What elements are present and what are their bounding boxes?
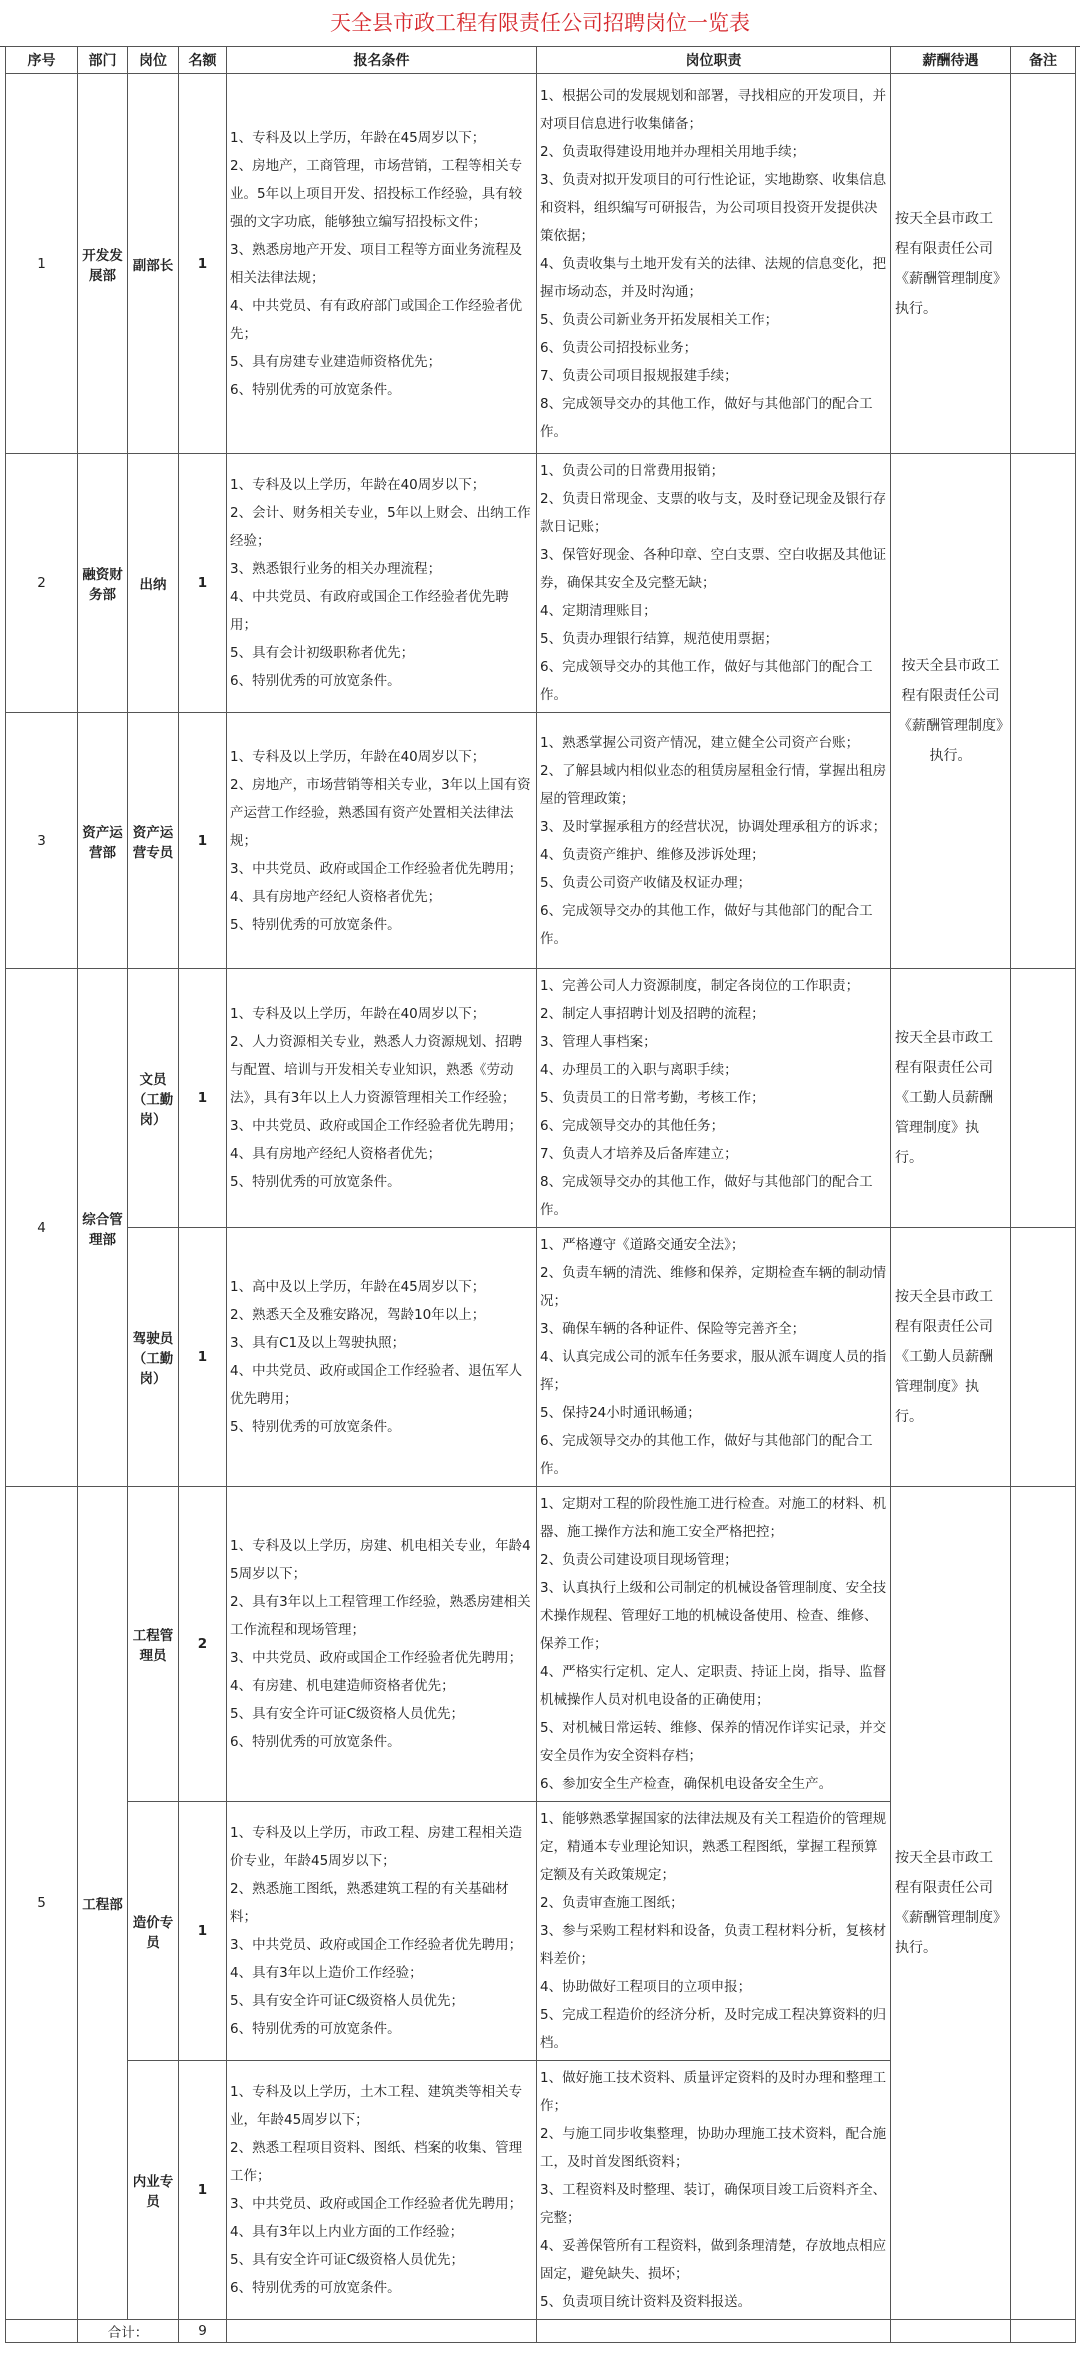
pay-cell: 按天全县市政工程有限责任公司《工勤人员薪酬管理制度》执行。 bbox=[891, 1228, 1011, 1487]
post-cell: 副部长 bbox=[128, 74, 179, 454]
duty-line: 5、负责办理银行结算，规范使用票据； bbox=[540, 631, 779, 647]
pay-cell: 按天全县市政工程有限责任公司《薪酬管理制度》执行。 bbox=[891, 1487, 1011, 2320]
duty-line: 1、做好施工技术资料、质量评定资料的及时办理和整理工作； bbox=[540, 2070, 887, 2114]
requirement-line: 5、特别优秀的可放宽条件。 bbox=[230, 1174, 401, 1190]
requirement-line: 5、具有安全许可证C级资格人员优先； bbox=[230, 2252, 465, 2268]
table-row bbox=[6, 454, 1076, 713]
requirement-line: 3、中共党员、政府或国企工作经验者优先聘用； bbox=[230, 860, 523, 877]
seq-cell: 5 bbox=[6, 1487, 78, 2320]
requirement-line: 6、特别优秀的可放宽条件。 bbox=[230, 1734, 401, 1750]
post-cell: 工程管理员 bbox=[128, 1487, 179, 1802]
duty-line: 1、定期对工程的阶段性施工进行检查。对施工的材料、机器、施工操作方法和施工安全严格把控； bbox=[540, 1496, 887, 1540]
requirement-line: 4、中共党员、有有政府部门或国企工作经验者优先； bbox=[230, 297, 523, 342]
post-cell: 文员（工勤岗） bbox=[128, 969, 179, 1228]
requirement-line: 2、房地产，工商管理，市场营销，工程等相关专业。5年以上项目开发、招投标工作经验，具有较强的文字功底，能够独立编写招投标文件； bbox=[230, 157, 523, 230]
duty-line: 6、完成领导交办的其他任务； bbox=[540, 1118, 725, 1134]
requirement-line: 1、专科及以上学历，土木工程、建筑类等相关专业，年龄45周岁以下； bbox=[230, 2084, 523, 2128]
quota-cell: 1 bbox=[179, 1228, 227, 1487]
note-cell bbox=[1011, 969, 1076, 1228]
post-cell: 出纳 bbox=[128, 454, 179, 713]
dept-cell: 综合管理部 bbox=[78, 969, 128, 1487]
duty-line: 1、能够熟悉掌握国家的法律法规及有关工程造价的管理规定，精通本专业理论知识，熟悉工程图纸，掌握工程预算定额及有关政策规定； bbox=[540, 1811, 887, 1883]
requirements-cell bbox=[227, 713, 537, 969]
duty-line: 2、了解县域内相似业态的租赁房屋租金行情，掌握出租房屋的管理政策； bbox=[540, 762, 887, 807]
seq-cell: 1 bbox=[6, 74, 78, 454]
requirement-line: 1、高中及以上学历，年龄在45周岁以下； bbox=[230, 1279, 486, 1295]
header-requirements: 报名条件 bbox=[227, 47, 537, 74]
requirement-line: 3、具有C1及以上驾驶执照； bbox=[230, 1335, 406, 1351]
pay-cell: 按天全县市政工程有限责任公司《工勤人员薪酬管理制度》执行。 bbox=[891, 969, 1011, 1228]
duties-cell bbox=[537, 713, 891, 969]
requirement-line: 3、中共党员、政府或国企工作经验者优先聘用； bbox=[230, 1650, 523, 1666]
duty-line: 3、认真执行上级和公司制定的机械设备管理制度、安全技术操作规程、管理好工地的机械设备使用、检查、维修、保养工作； bbox=[540, 1580, 887, 1652]
post-cell: 造价专员 bbox=[128, 1802, 179, 2061]
requirement-line: 5、特别优秀的可放宽条件。 bbox=[230, 916, 401, 933]
duty-line: 6、参加安全生产检查，确保机电设备安全生产。 bbox=[540, 1776, 833, 1792]
requirement-line: 4、具有3年以上造价工作经验； bbox=[230, 1965, 423, 1981]
duty-line: 2、与施工同步收集整理，协助办理施工技术资料，配合施工，及时首发图纸资料； bbox=[540, 2126, 887, 2170]
dept-cell: 融资财务部 bbox=[78, 454, 128, 713]
duties-cell bbox=[537, 2061, 891, 2320]
duty-line: 8、完成领导交办的其他工作，做好与其他部门的配合工作。 bbox=[540, 395, 873, 440]
duty-line: 2、负责取得建设用地并办理相关用地手续； bbox=[540, 143, 806, 160]
pay-cell: 按天全县市政工程有限责任公司《薪酬管理制度》执行。 bbox=[891, 454, 1011, 969]
duty-line: 5、完成工程造价的经济分析，及时完成工程决算资料的归档。 bbox=[540, 2007, 887, 2051]
duty-line: 3、负责对拟开发项目的可行性论证，实地勘察、收集信息和资料，组织编写可研报告，为公司项目投资开发提供决策依据； bbox=[540, 171, 887, 244]
duty-line: 4、严格实行定机、定人、定职责、持证上岗，指导、监督机械操作人员对机电设备的正确使用； bbox=[540, 1664, 887, 1708]
duties-cell bbox=[537, 1487, 891, 1802]
requirement-line: 6、特别优秀的可放宽条件。 bbox=[230, 2021, 401, 2037]
page-title: 天全县市政工程有限责任公司招聘岗位一览表 bbox=[0, 0, 1080, 47]
seq-cell: 3 bbox=[6, 713, 78, 969]
duty-line: 4、定期清理账目； bbox=[540, 603, 657, 619]
requirement-line: 2、人力资源相关专业，熟悉人力资源规划、招聘与配置、培训与开发相关专业知识，熟悉《劳动法》，具有3年以上人力资源管理相关工作经验； bbox=[230, 1034, 523, 1106]
requirement-line: 3、中共党员、政府或国企工作经验者优先聘用； bbox=[230, 2196, 523, 2212]
requirement-line: 6、特别优秀的可放宽条件。 bbox=[230, 673, 401, 689]
requirement-line: 5、具有安全许可证C级资格人员优先； bbox=[230, 1993, 465, 2009]
duty-line: 5、对机械日常运转、维修、保养的情况作详实记录，并交安全员作为安全资料存档； bbox=[540, 1720, 887, 1764]
duties-cell bbox=[537, 1228, 891, 1487]
requirement-line: 5、具有房建专业建造师资格优先； bbox=[230, 353, 442, 370]
requirement-line: 3、中共党员、政府或国企工作经验者优先聘用； bbox=[230, 1118, 523, 1134]
header-quota: 名额 bbox=[179, 47, 227, 74]
requirement-line: 5、特别优秀的可放宽条件。 bbox=[230, 1419, 401, 1435]
header-pay: 薪酬待遇 bbox=[891, 47, 1011, 74]
header-dept: 部门 bbox=[78, 47, 128, 74]
note-cell bbox=[1011, 454, 1076, 969]
total-empty bbox=[1011, 2320, 1076, 2343]
total-empty bbox=[891, 2320, 1011, 2343]
dept-cell: 开发发展部 bbox=[78, 74, 128, 454]
header-duties: 岗位职责 bbox=[537, 47, 891, 74]
duty-line: 2、负责车辆的清洗、维修和保养，定期检查车辆的制动情况； bbox=[540, 1265, 887, 1309]
header-seq: 序号 bbox=[6, 47, 78, 74]
duties-cell bbox=[537, 454, 891, 713]
total-empty bbox=[537, 2320, 891, 2343]
dept-cell: 资产运营部 bbox=[78, 713, 128, 969]
duty-line: 4、认真完成公司的派车任务要求，服从派车调度人员的指挥； bbox=[540, 1349, 887, 1393]
duties-cell bbox=[537, 1802, 891, 2061]
duties-cell bbox=[537, 74, 891, 454]
note-cell bbox=[1011, 74, 1076, 454]
duty-line: 3、确保车辆的各种证件、保险等完善齐全； bbox=[540, 1321, 806, 1337]
duty-line: 1、熟悉掌握公司资产情况，建立健全公司资产台账； bbox=[540, 734, 860, 751]
duty-line: 6、负责公司招投标业务； bbox=[540, 339, 698, 356]
requirement-line: 1、专科及以上学历，年龄在40周岁以下； bbox=[230, 477, 486, 493]
post-cell: 驾驶员（工勤岗） bbox=[128, 1228, 179, 1487]
quota-cell: 2 bbox=[179, 1487, 227, 1802]
duty-line: 8、完成领导交办的其他工作，做好与其他部门的配合工作。 bbox=[540, 1174, 873, 1218]
quota-cell: 1 bbox=[179, 713, 227, 969]
duty-line: 1、根据公司的发展规划和部署，寻找相应的开发项目，并对项目信息进行收集储备； bbox=[540, 87, 887, 132]
header-post: 岗位 bbox=[128, 47, 179, 74]
post-cell: 内业专员 bbox=[128, 2061, 179, 2320]
requirement-line: 3、熟悉银行业务的相关办理流程； bbox=[230, 561, 442, 577]
total-empty bbox=[227, 2320, 537, 2343]
requirements-cell bbox=[227, 454, 537, 713]
pay-cell: 按天全县市政工程有限责任公司《薪酬管理制度》执行。 bbox=[891, 74, 1011, 454]
total-row bbox=[6, 2320, 1076, 2343]
total-value: 9 bbox=[179, 2320, 227, 2343]
requirement-line: 2、熟悉施工图纸，熟悉建筑工程的有关基础材料； bbox=[230, 1881, 509, 1925]
requirement-line: 2、会计、财务相关专业，5年以上财会、出纳工作经验； bbox=[230, 505, 531, 549]
quota-cell: 1 bbox=[179, 2061, 227, 2320]
seq-cell: 4 bbox=[6, 969, 78, 1487]
requirements-cell bbox=[227, 1228, 537, 1487]
duty-line: 7、负责人才培养及后备库建立； bbox=[540, 1146, 738, 1162]
duty-line: 3、保管好现金、各种印章、空白支票、空白收据及其他证券，确保其安全及完整无缺； bbox=[540, 547, 887, 591]
requirement-line: 4、有房建、机电建造师资格者优先； bbox=[230, 1678, 455, 1694]
requirement-line: 5、具有会计初级职称者优先； bbox=[230, 645, 415, 661]
requirement-line: 2、熟悉天全及雅安路况，驾龄10年以上； bbox=[230, 1307, 486, 1323]
table-row bbox=[6, 969, 1076, 1228]
seq-cell: 2 bbox=[6, 454, 78, 713]
duty-line: 6、完成领导交办的其他工作，做好与其他部门的配合工作。 bbox=[540, 1433, 873, 1477]
duty-line: 7、负责公司项目报规报建手续； bbox=[540, 367, 738, 384]
header-note: 备注 bbox=[1011, 47, 1076, 74]
requirement-line: 4、具有3年以上内业方面的工作经验； bbox=[230, 2224, 464, 2240]
requirement-line: 4、具有房地产经纪人资格者优先； bbox=[230, 888, 442, 905]
duty-line: 3、参与采购工程材料和设备，负责工程材料分析，复核材料差价； bbox=[540, 1923, 887, 1967]
requirement-line: 3、熟悉房地产开发、项目工程等方面业务流程及相关法律法规； bbox=[230, 241, 523, 286]
requirement-line: 6、特别优秀的可放宽条件。 bbox=[230, 2280, 401, 2296]
duty-line: 2、制定人事招聘计划及招聘的流程； bbox=[540, 1006, 765, 1022]
total-label: 合计： bbox=[78, 2320, 179, 2343]
duty-line: 3、管理人事档案； bbox=[540, 1034, 657, 1050]
requirement-line: 1、专科及以上学历，年龄在45周岁以下； bbox=[230, 129, 486, 146]
recruitment-table bbox=[5, 46, 1076, 2343]
duty-line: 4、协助做好工程项目的立项申报； bbox=[540, 1979, 752, 1995]
requirements-cell bbox=[227, 969, 537, 1228]
requirement-line: 2、房地产，市场营销等相关专业，3年以上国有资产运营工作经验，熟悉国有资产处置相关法律法规； bbox=[230, 776, 531, 849]
requirement-line: 4、中共党员、政府或国企工作经验者、退伍军人优先聘用； bbox=[230, 1363, 523, 1407]
duty-line: 6、完成领导交办的其他工作，做好与其他部门的配合工作。 bbox=[540, 659, 873, 703]
quota-cell: 1 bbox=[179, 454, 227, 713]
requirement-line: 2、熟悉工程项目资料、图纸、档案的收集、管理工作； bbox=[230, 2140, 523, 2184]
requirement-line: 2、具有3年以上工程管理工作经验，熟悉房建相关工作流程和现场管理； bbox=[230, 1594, 531, 1638]
requirement-line: 4、中共党员、有政府或国企工作经验者优先聘用； bbox=[230, 589, 509, 633]
table-row bbox=[6, 74, 1076, 454]
duty-line: 5、负责公司新业务开拓发展相关工作； bbox=[540, 311, 779, 328]
quota-cell: 1 bbox=[179, 969, 227, 1228]
duty-line: 5、负责员工的日常考勤，考核工作； bbox=[540, 1090, 765, 1106]
duty-line: 5、负责项目统计资料及资料报送。 bbox=[540, 2294, 752, 2310]
dept-cell: 工程部 bbox=[78, 1487, 128, 2320]
quota-cell: 1 bbox=[179, 1802, 227, 2061]
requirement-line: 1、专科及以上学历，年龄在40周岁以下； bbox=[230, 748, 486, 765]
requirements-cell bbox=[227, 1487, 537, 1802]
quota-cell: 1 bbox=[179, 74, 227, 454]
requirement-line: 3、中共党员、政府或国企工作经验者优先聘用； bbox=[230, 1937, 523, 1953]
table-row bbox=[6, 1228, 1076, 1487]
duty-line: 2、负责公司建设项目现场管理； bbox=[540, 1552, 738, 1568]
duty-line: 4、负责收集与土地开发有关的法律、法规的信息变化，把握市场动态，并及时沟通； bbox=[540, 255, 887, 300]
duty-line: 3、及时掌握承租方的经营状况，协调处理承租方的诉求； bbox=[540, 818, 887, 835]
duty-line: 1、完善公司人力资源制度，制定各岗位的工作职责； bbox=[540, 978, 860, 994]
requirement-line: 1、专科及以上学历，市政工程、房建工程相关造价专业，年龄45周岁以下； bbox=[230, 1825, 523, 1869]
requirements-cell bbox=[227, 1802, 537, 2061]
duty-line: 2、负责日常现金、支票的收与支，及时登记现金及银行存款日记账； bbox=[540, 491, 887, 535]
duty-line: 4、妥善保管所有工程资料，做到条理清楚，存放地点相应固定，避免缺失、损坏； bbox=[540, 2238, 887, 2282]
note-cell bbox=[1011, 1228, 1076, 1487]
requirement-line: 1、专科及以上学历，年龄在40周岁以下； bbox=[230, 1006, 486, 1022]
duty-line: 4、办理员工的入职与离职手续； bbox=[540, 1062, 738, 1078]
table-row bbox=[6, 1487, 1076, 1802]
duty-line: 1、负责公司的日常费用报销； bbox=[540, 463, 725, 479]
requirement-line: 1、专科及以上学历，房建、机电相关专业，年龄45周岁以下； bbox=[230, 1538, 531, 1582]
requirements-cell bbox=[227, 74, 537, 454]
note-cell bbox=[1011, 1487, 1076, 2320]
duty-line: 6、完成领导交办的其他工作，做好与其他部门的配合工作。 bbox=[540, 902, 873, 947]
duty-line: 2、负责审查施工图纸； bbox=[540, 1895, 684, 1911]
duty-line: 3、工程资料及时整理、装订，确保项目竣工后资料齐全、完整； bbox=[540, 2182, 887, 2226]
header-row bbox=[6, 47, 1076, 74]
requirement-line: 6、特别优秀的可放宽条件。 bbox=[230, 381, 401, 398]
requirement-line: 4、具有房地产经纪人资格者优先； bbox=[230, 1146, 442, 1162]
duty-line: 1、严格遵守《道路交通安全法》； bbox=[540, 1237, 745, 1253]
post-cell: 资产运营专员 bbox=[128, 713, 179, 969]
duty-line: 4、负责资产维护、维修及涉诉处理； bbox=[540, 846, 765, 863]
total-seq-cell bbox=[6, 2320, 78, 2343]
requirements-cell bbox=[227, 2061, 537, 2320]
duty-line: 5、负责公司资产收储及权证办理； bbox=[540, 874, 752, 891]
duty-line: 5、保持24小时通讯畅通； bbox=[540, 1405, 701, 1421]
requirement-line: 5、具有安全许可证C级资格人员优先； bbox=[230, 1706, 465, 1722]
duties-cell bbox=[537, 969, 891, 1228]
